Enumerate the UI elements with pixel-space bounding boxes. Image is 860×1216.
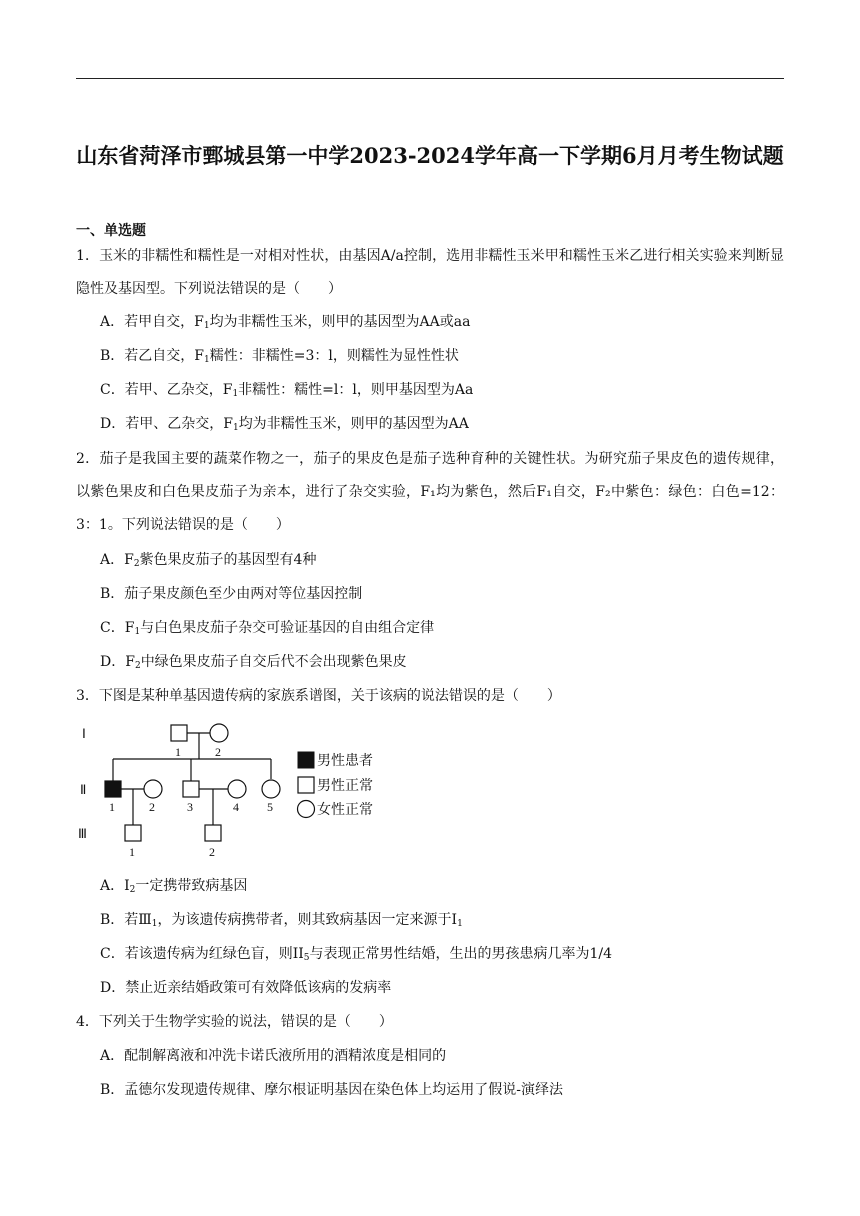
individual-number: 1 xyxy=(175,745,181,759)
individual-number: 2 xyxy=(209,845,215,859)
question-1-option-b[interactable]: B．若乙自交，$F_1$糯性：非糯性=3：l，则糯性为显性性状 xyxy=(100,348,459,365)
pedigree-II2-normal-female xyxy=(144,780,162,798)
question-2-option-c[interactable]: C．$F_1$与白色果皮茄子杂交可验证基因的自由组合定律 xyxy=(100,620,435,637)
section-heading: 一、单选题 xyxy=(76,223,146,239)
question-4-option-a[interactable]: A．配制解离液和冲洗卡诺氏液所用的酒精浓度是相同的 xyxy=(100,1048,447,1064)
individual-number: 1 xyxy=(109,800,115,814)
individual-number: 2 xyxy=(149,800,155,814)
pedigree-III2-normal-male xyxy=(205,825,221,841)
question-2-option-a[interactable]: A．$F_2$紫色果皮茄子的基因型有4种 xyxy=(100,552,317,569)
pedigree-II1-affected-male xyxy=(105,781,121,797)
question-2-option-d[interactable]: D．$F_2$中绿色果皮茄子自交后代不会出现紫色果皮 xyxy=(100,654,407,671)
pedigree-II3-normal-male xyxy=(183,781,199,797)
pedigree-chart xyxy=(76,718,396,868)
generation-label: Ⅰ xyxy=(82,726,86,741)
legend-normal-female-label: 女性正常 xyxy=(317,803,373,818)
individual-number: 5 xyxy=(267,800,273,814)
generation-label: Ⅱ xyxy=(80,782,87,797)
pedigree-III1-normal-male xyxy=(125,825,141,841)
legend-normal-male-icon xyxy=(298,777,314,793)
question-1-option-c[interactable]: C．若甲、乙杂交，$F_1$非糯性：糯性=l：l，则甲基因型为Aa xyxy=(100,382,474,399)
question-4-option-b[interactable]: B．孟德尔发现遗传规律、摩尔根证明基因在染色体上均运用了假说-演绎法 xyxy=(100,1082,564,1098)
individual-number: 3 xyxy=(187,800,193,814)
legend-normal-male-label: 男性正常 xyxy=(317,779,373,794)
question-3-option-d[interactable]: D．禁止近亲结婚政策可有效降低该病的发病率 xyxy=(100,980,392,996)
generation-label: Ⅲ xyxy=(78,826,87,841)
question-2-stem: 2．茄子是我国主要的蔬菜作物之一，茄子的果皮色是茄子选种育种的关键性状。为研究茄子果皮色的遗传规律，以紫色果皮和白色果皮茄子为亲本，进行了杂交实验，F₁均为紫色，然后F₁自交，F₂中紫色：绿色：白色=12：3：1。下列说法错误的是（ ） xyxy=(76,451,784,533)
individual-number: 1 xyxy=(129,845,135,859)
pedigree-II5-normal-female xyxy=(262,780,280,798)
question-4-stem: 4．下列关于生物学实验的说法，错误的是（ ） xyxy=(76,1014,393,1030)
legend-normal-female-icon xyxy=(298,801,315,818)
pedigree-I2-normal-female xyxy=(210,724,228,742)
question-1-option-a[interactable]: A．若甲自交，$F_1$均为非糯性玉米，则甲的基因型为AA或aa xyxy=(100,314,471,331)
question-1-option-d[interactable]: D．若甲、乙杂交，$F_1$均为非糯性玉米，则甲的基因型为AA xyxy=(100,416,469,433)
question-2-option-b[interactable]: B．茄子果皮颜色至少由两对等位基因控制 xyxy=(100,586,363,602)
header-rule xyxy=(76,78,784,79)
legend-affected-male-label: 男性患者 xyxy=(317,754,373,769)
question-3-option-b[interactable]: B．若$Ⅲ_1$，为该遗传病携带者，则其致病基因一定来源于$I_1$ xyxy=(100,912,463,929)
question-3-stem: 3．下图是某种单基因遗传病的家族系谱图，关于该病的说法错误的是（ ） xyxy=(76,688,561,704)
page-title: 山东省菏泽市鄄城县第一中学2023-2024学年高一下学期6月月考生物试题 xyxy=(76,143,784,168)
pedigree-II4-normal-female xyxy=(228,780,246,798)
pedigree-I1-normal-male xyxy=(171,725,187,741)
individual-number: 4 xyxy=(233,800,239,814)
legend-affected-male-icon xyxy=(298,752,314,768)
question-1-stem: 1．玉米的非糯性和糯性是一对相对性状，由基因A/a控制，选用非糯性玉米甲和糯性玉米乙进行相关实验来判断显隐性及基因型。下列说法错误的是（ ） xyxy=(76,248,784,297)
individual-number: 2 xyxy=(215,745,221,759)
question-3-option-a[interactable]: A．$I_2$一定携带致病基因 xyxy=(100,878,248,895)
question-3-option-c[interactable]: C．若该遗传病为红绿色盲，则$II_5$与表现正常男性结婚，生出的男孩患病几率为1/4 xyxy=(100,946,613,963)
